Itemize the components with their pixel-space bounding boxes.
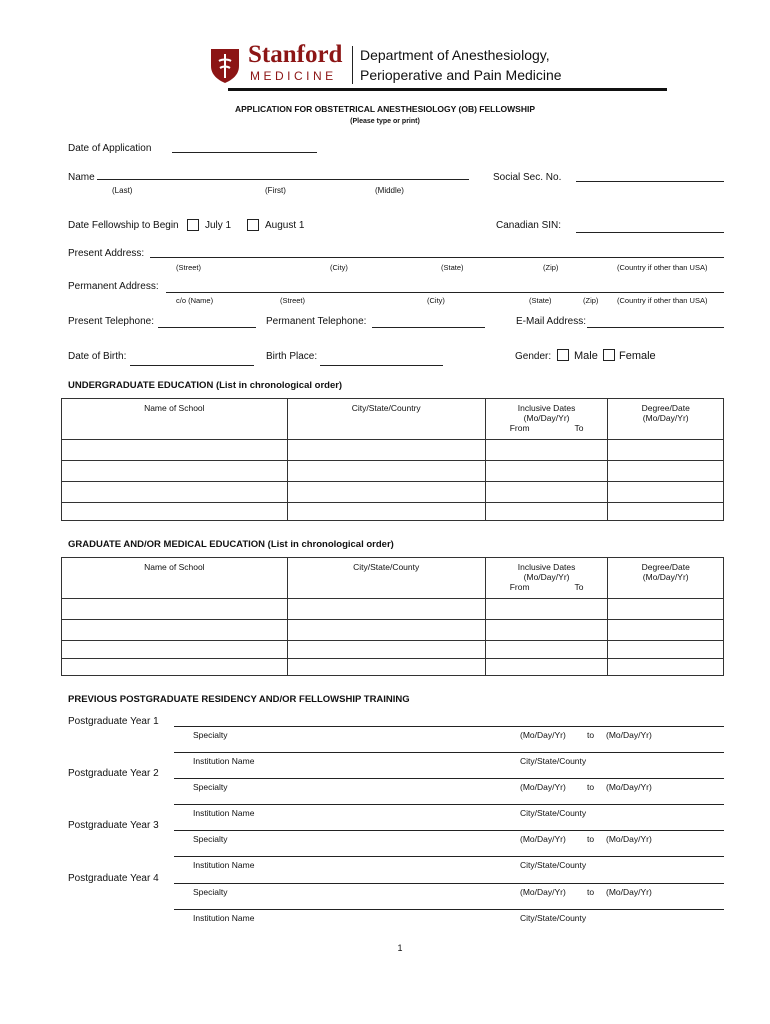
name-last-caption: (Last) [112, 186, 133, 195]
present-street-caption: (Street) [176, 263, 202, 272]
col-inclusive-dates: Inclusive Dates (Mo/Day/Yr) From To [485, 558, 608, 599]
female-label: Female [619, 350, 656, 362]
postgrad-year-label: Postgraduate Year 3 [68, 820, 159, 831]
birth-place-field[interactable] [320, 365, 443, 366]
ssn-field[interactable] [576, 181, 724, 182]
email-field[interactable] [587, 327, 724, 328]
permanent-co-caption: c/o (Name) [176, 296, 214, 305]
table-header-row [62, 558, 724, 599]
logo-subtitle: MEDICINE [250, 69, 337, 83]
col-to: To [574, 423, 584, 433]
july-1-checkbox[interactable] [187, 219, 199, 231]
institution-caption: Institution Name [193, 808, 255, 818]
stanford-shield-logo [210, 48, 240, 84]
ssn-label: Social Sec. No. [493, 172, 562, 183]
canadian-sin-field[interactable] [576, 232, 724, 233]
dob-field[interactable] [130, 365, 254, 366]
name-label: Name [68, 172, 95, 183]
table-row[interactable] [62, 461, 724, 482]
table-row[interactable] [62, 659, 724, 676]
col-name-of-school: Name of School [62, 399, 288, 440]
header-rule [228, 88, 667, 91]
permanent-state-caption: (State) [529, 296, 552, 305]
date-from-caption: (Mo/Day/Yr) [520, 834, 566, 844]
logo-divider [352, 46, 353, 84]
permanent-address-field[interactable] [166, 292, 724, 293]
fellowship-begin-label: Date Fellowship to Begin [68, 220, 179, 231]
date-from-caption: (Mo/Day/Yr) [520, 782, 566, 792]
institution-field[interactable] [174, 909, 724, 910]
august-1-label: August 1 [265, 220, 305, 231]
col-name-of-school: Name of School [62, 558, 288, 599]
col-inclusive-dates: Inclusive Dates (Mo/Day/Yr) From To [485, 399, 608, 440]
name-middle-caption: (Middle) [375, 186, 404, 195]
city-state-county-caption: City/State/County [520, 913, 587, 923]
table-row[interactable] [62, 641, 724, 659]
date-from-caption: (Mo/Day/Yr) [520, 887, 566, 897]
name-field[interactable] [97, 179, 469, 180]
birth-place-label: Birth Place: [266, 351, 318, 362]
present-state-caption: (State) [441, 263, 464, 272]
present-address-label: Present Address: [68, 248, 145, 259]
page-number: 1 [397, 943, 403, 953]
institution-field[interactable] [174, 804, 724, 805]
specialty-caption: Specialty [193, 887, 228, 897]
institution-caption: Institution Name [193, 756, 255, 766]
col-city-state-country: City/State/Country [287, 399, 485, 440]
department-line-1: Department of Anesthesiology, [360, 47, 550, 63]
specialty-caption: Specialty [193, 834, 228, 844]
date-to-word: to [587, 782, 595, 792]
table-row[interactable] [62, 482, 724, 503]
table-row[interactable] [62, 503, 724, 521]
col-degree-date: Degree/Date (Mo/Day/Yr) [608, 558, 724, 599]
present-country-caption: (Country if other than USA) [617, 263, 708, 272]
postgrad-year-field[interactable] [174, 883, 724, 884]
city-state-county-caption: City/State/County [520, 756, 587, 766]
date-to-caption: (Mo/Day/Yr) [606, 887, 652, 897]
postgrad-year-field[interactable] [174, 778, 724, 779]
col-from: From [509, 423, 530, 433]
col-degree-date: Degree/Date (Mo/Day/Yr) [608, 399, 724, 440]
present-telephone-label: Present Telephone: [68, 316, 154, 327]
permanent-zip-caption: (Zip) [583, 296, 599, 305]
date-to-word: to [587, 834, 595, 844]
date-from-caption: (Mo/Day/Yr) [520, 730, 566, 740]
email-label: E-Mail Address: [516, 316, 587, 327]
postgrad-year-label: Postgraduate Year 4 [68, 873, 159, 884]
grad-heading: GRADUATE AND/OR MEDICAL EDUCATION (List in chronological order) [68, 539, 394, 550]
institution-field[interactable] [174, 752, 724, 753]
col-from: From [509, 582, 530, 592]
dob-label: Date of Birth: [68, 351, 127, 362]
residency-heading: PREVIOUS POSTGRADUATE RESIDENCY AND/OR FELLOWSHIP TRAINING [68, 694, 410, 705]
date-to-word: to [587, 730, 595, 740]
table-row[interactable] [62, 599, 724, 620]
permanent-telephone-field[interactable] [372, 327, 485, 328]
table-header-row [62, 399, 724, 440]
department-line-2: Perioperative and Pain Medicine [360, 67, 562, 83]
present-zip-caption: (Zip) [543, 263, 559, 272]
postgrad-year-field[interactable] [174, 726, 724, 727]
form-subtitle: (Please type or print) [350, 118, 420, 125]
august-1-checkbox[interactable] [247, 219, 259, 231]
postgrad-year-field[interactable] [174, 830, 724, 831]
institution-caption: Institution Name [193, 860, 255, 870]
city-state-county-caption: City/State/County [520, 860, 587, 870]
female-checkbox[interactable] [603, 349, 615, 361]
july-1-label: July 1 [205, 220, 232, 231]
institution-caption: Institution Name [193, 913, 255, 923]
city-state-county-caption: City/State/County [520, 808, 587, 818]
date-to-word: to [587, 887, 595, 897]
form-title: APPLICATION FOR OBSTETRICAL ANESTHESIOLOGY (OB) FELLOWSHIP [234, 104, 536, 114]
undergrad-table [61, 398, 724, 521]
gender-label: Gender: [515, 351, 552, 362]
present-address-field[interactable] [150, 257, 724, 258]
postgrad-year-label: Postgraduate Year 1 [68, 716, 159, 727]
col-city-state-county: City/State/County [287, 558, 485, 599]
date-to-caption: (Mo/Day/Yr) [606, 782, 652, 792]
date-to-caption: (Mo/Day/Yr) [606, 730, 652, 740]
specialty-caption: Specialty [193, 782, 228, 792]
col-to: To [574, 582, 584, 592]
date-to-caption: (Mo/Day/Yr) [606, 834, 652, 844]
male-checkbox[interactable] [557, 349, 569, 361]
table-row[interactable] [62, 440, 724, 461]
present-telephone-field[interactable] [158, 327, 256, 328]
canadian-sin-label: Canadian SIN: [496, 220, 562, 231]
logo-wordmark: Stanford [248, 41, 343, 68]
grad-table [61, 557, 724, 676]
postgrad-year-label: Postgraduate Year 2 [68, 768, 159, 779]
table-row[interactable] [62, 620, 724, 641]
permanent-country-caption: (Country if other than USA) [617, 296, 708, 305]
institution-field[interactable] [174, 856, 724, 857]
male-label: Male [574, 350, 598, 362]
date-of-application-field[interactable] [172, 152, 317, 153]
permanent-street-caption: (Street) [280, 296, 306, 305]
permanent-telephone-label: Permanent Telephone: [266, 316, 367, 327]
permanent-address-label: Permanent Address: [68, 281, 159, 292]
undergrad-heading: UNDERGRADUATE EDUCATION (List in chronological order) [68, 380, 343, 391]
permanent-city-caption: (City) [427, 296, 445, 305]
date-of-application-label: Date of Application [68, 143, 152, 154]
specialty-caption: Specialty [193, 730, 228, 740]
present-city-caption: (City) [330, 263, 348, 272]
name-first-caption: (First) [265, 186, 286, 195]
